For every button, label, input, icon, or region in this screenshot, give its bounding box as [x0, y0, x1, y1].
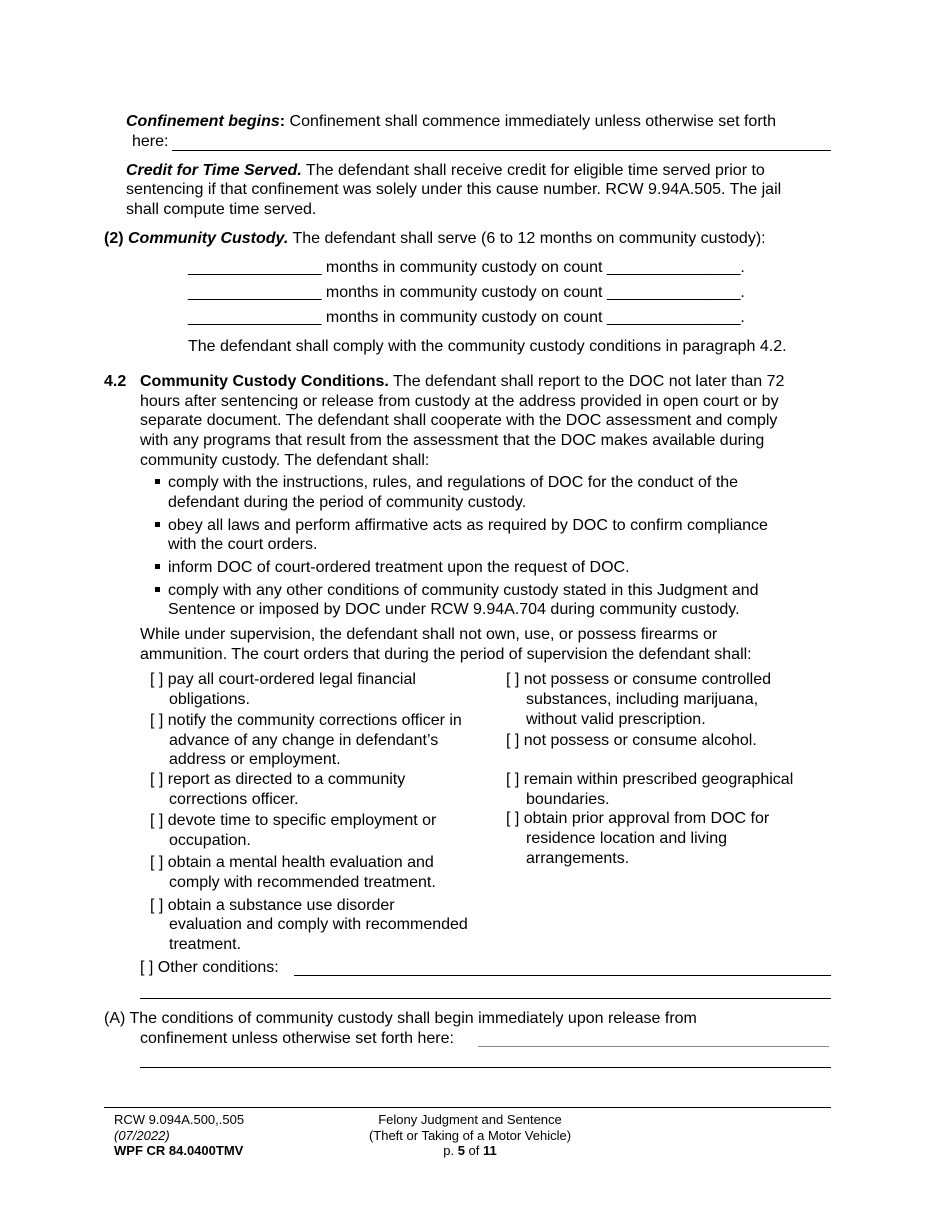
custody-count-row[interactable]: _______________ months in community custody on count _______________. [188, 284, 745, 301]
other-conditions-field[interactable] [294, 975, 831, 976]
footer-page-number: p. 5 of 11 [443, 1143, 497, 1158]
confinement-here-label: here: [132, 133, 169, 150]
footer-date: (07/2022) [114, 1128, 170, 1143]
bullet-icon [155, 522, 160, 527]
confinement-text: Confinement shall commence immediately unless otherwise set forth [285, 113, 776, 130]
community-custody-heading: (2) Community Custody. The defendant shall serve (6 to 12 months on community custody): [104, 230, 766, 247]
condition-checkbox[interactable]: [ ] not possess or consume controlled [506, 671, 772, 688]
condition-checkbox[interactable]: [ ] obtain a mental health evaluation and [150, 854, 434, 871]
section-42-paragraph: Community Custody Conditions. The defendant shall report to the DOC not later than 72 [140, 373, 785, 390]
section-number: 4.2 [104, 373, 127, 390]
condition-checkbox[interactable]: [ ] devote time to specific employment or [150, 812, 437, 829]
custody-count-row[interactable]: _______________ months in community custody on count _______________. [188, 309, 745, 326]
section-a-text: (A) The conditions of community custody shall begin immediately upon release from [104, 1010, 697, 1027]
section-a-field[interactable] [478, 1046, 829, 1047]
confinement-paragraph: Confinement begins: Confinement shall commence immediately unless otherwise set forth [126, 113, 776, 130]
footer-subtitle: (Theft or Taking of a Motor Vehicle) [368, 1128, 572, 1143]
credit-paragraph: Credit for Time Served. The defendant shall receive credit for eligible time served prior to [126, 162, 765, 179]
confinement-label: Confinement begins [126, 113, 280, 130]
credit-label: Credit for Time Served. [126, 162, 302, 179]
section-42-label: Community Custody Conditions. [140, 373, 389, 390]
list-item: comply with any other conditions of community custody stated in this Judgment and [168, 582, 759, 599]
footer-form-number: WPF CR 84.0400TMV [114, 1143, 244, 1158]
bullet-icon [155, 479, 160, 484]
condition-checkbox[interactable]: [ ] not possess or consume alcohol. [506, 732, 757, 749]
footer-title: Felony Judgment and Sentence [378, 1112, 562, 1127]
condition-checkbox[interactable]: [ ] pay all court-ordered legal financial [150, 671, 416, 688]
bullet-icon [155, 587, 160, 592]
condition-checkbox[interactable]: [ ] report as directed to a community [150, 771, 406, 788]
list-item: comply with the instructions, rules, and regulations of DOC for the conduct of the [168, 474, 739, 491]
list-item: obey all laws and perform affirmative acts as required by DOC to confirm compliance [168, 517, 768, 534]
list-item: inform DOC of court-ordered treatment upon the request of DOC. [168, 559, 630, 576]
footer-rcw: RCW 9.094A.500,.505 [114, 1112, 245, 1127]
community-custody-label: Community Custody. [128, 230, 289, 247]
bullet-icon [155, 564, 160, 569]
footer-divider [104, 1107, 831, 1108]
section-a-field-line2[interactable] [140, 1067, 831, 1068]
condition-checkbox[interactable]: [ ] notify the community corrections officer in [150, 712, 462, 729]
other-conditions-field-line2[interactable] [140, 998, 831, 999]
condition-checkbox[interactable]: [ ] obtain a substance use disorder [150, 897, 395, 914]
condition-checkbox[interactable]: [ ] obtain prior approval from DOC for [506, 810, 770, 827]
condition-checkbox[interactable]: [ ] remain within prescribed geographical [506, 771, 794, 788]
confinement-here-field[interactable] [172, 150, 831, 151]
other-conditions-checkbox[interactable]: [ ] Other conditions: [140, 959, 279, 976]
comply-conditions-text: The defendant shall comply with the community custody conditions in paragraph 4.2. [188, 338, 787, 355]
supervision-text: While under supervision, the defendant shall not own, use, or possess firearms or [140, 626, 718, 643]
custody-count-row[interactable]: _______________ months in community custody on count _______________. [188, 259, 745, 276]
